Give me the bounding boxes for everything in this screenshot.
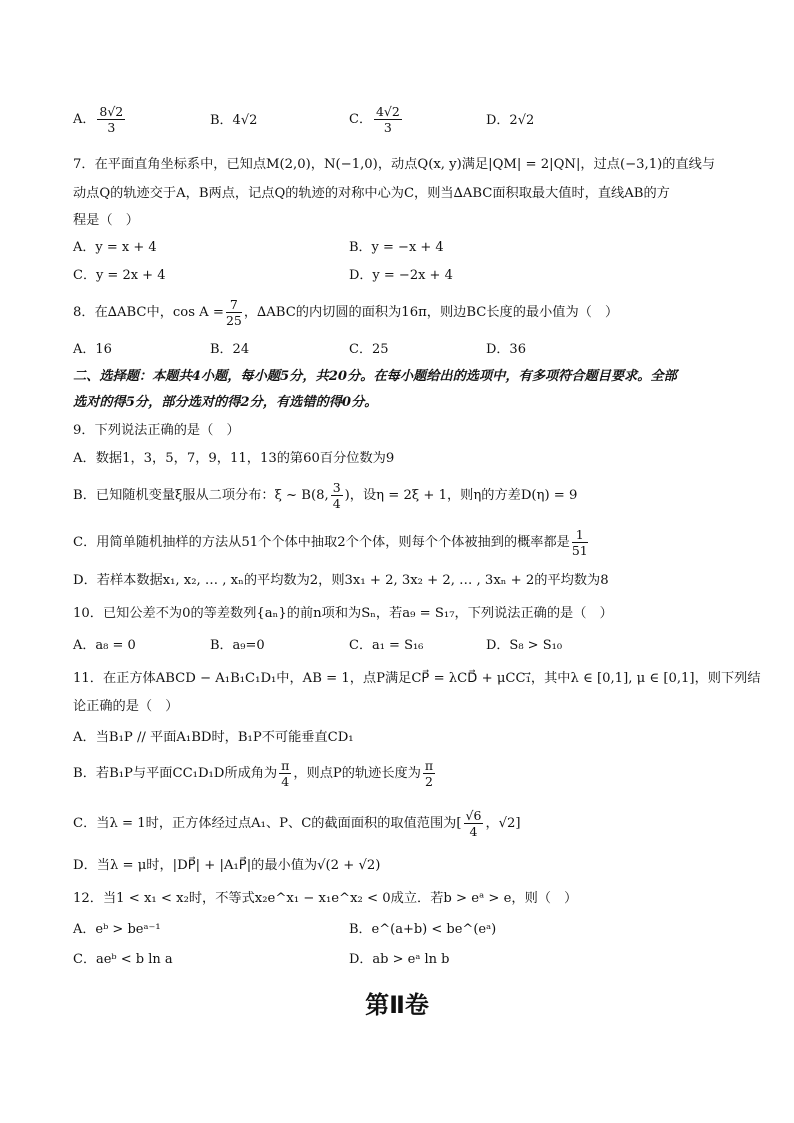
q11-option-b-prefix: B．若B₁P与平面CC₁D₁D所成角为 (73, 766, 278, 781)
q11-option-b-fraction-1 (279, 758, 291, 789)
q10-option-d: D．S₈ > S₁₀ (486, 638, 563, 653)
q10-option-a: A．a₈ = 0 (73, 638, 136, 653)
q11-stem-line-1: 11．在正方体ABCD − A₁B₁C₁D₁中，AB = 1，点P满足CP⃗ = λCD⃗ + μCC₁⃗，其中λ ∈ [0,1], μ ∈ [0,1]，则下列结 (73, 671, 761, 686)
q11-option-a: A．当B₁P // 平面A₁BD时，B₁P不可能垂直CD₁ (73, 730, 354, 745)
q10-option-c: C．a₁ = S₁₆ (349, 638, 424, 653)
q10-option-b: B．a₉=0 (210, 638, 265, 653)
q9-option-a: A．数据1，3，5，7，9，11，13的第60百分位数为9 (73, 451, 395, 466)
q11-option-b-fraction-2 (423, 758, 435, 789)
q11-option-c-numerator: √6 (465, 808, 482, 823)
q6-option-d: D．2√2 (486, 113, 535, 128)
q6-option-c-denominator: 3 (383, 120, 392, 135)
q9-stem: 9．下列说法正确的是（ ） (73, 423, 240, 438)
q11-option-d: D．当λ = μ时，|DP⃗| + |A₁P⃗|的最小值为√(2 + √2) (73, 858, 381, 873)
q8-option-d: D．36 (486, 342, 526, 357)
q11-option-c-suffix: ，√2] (485, 816, 521, 831)
q11-option-b-numerator-1: π (281, 758, 290, 773)
q11-option-b-middle: ，则点P的轨迹长度为 (293, 766, 421, 781)
q9-option-b-numerator: 3 (332, 480, 341, 495)
q9-option-c-prefix: C．用简单随机抽样的方法从51个个体中抽取2个个体，则每个个体被抽到的概率都是 (73, 535, 570, 550)
q12-option-b: B．e^(a+b) < be^(eᵃ) (349, 922, 497, 937)
q9-option-b (73, 480, 577, 511)
q7-option-a: A．y = x + 4 (73, 240, 157, 255)
q7-option-b: B．y = −x + 4 (349, 240, 444, 255)
q6-option-a (73, 104, 127, 135)
q11-option-b (73, 758, 437, 789)
q12-stem: 12．当1 < x₁ < x₂时，不等式x₂e^x₁ − x₁e^x₂ < 0成立．若b > eᵃ > e，则（ ） (73, 891, 578, 906)
q9-option-b-suffix: )，设η = 2ξ + 1，则η的方差D(η) = 9 (344, 488, 578, 503)
q7-stem-line-3: 程是（ ） (73, 213, 139, 228)
section-2-heading-line-2: 选对的得5分，部分选对的得2分，有选错的得0分。 (73, 395, 378, 410)
q9-option-b-prefix: B．已知随机变量ξ服从二项分布：ξ ~ B(8, (73, 488, 329, 503)
q8-option-a: A．16 (73, 342, 112, 357)
q12-option-d: D．ab > eᵃ ln b (349, 952, 450, 967)
q8-stem-prefix: 8．在∆ABC中，cos A = (73, 305, 224, 320)
q7-stem-line-1: 7．在平面直角坐标系中，已知点M(2,0)，N(−1,0)，动点Q(x, y)满足|QM| = 2|QN|，过点(−3,1)的直线与 (73, 157, 716, 172)
q9-option-c-fraction (572, 527, 588, 558)
q6-option-c-label: C． (349, 112, 372, 127)
q9-option-d: D．若样本数据x₁, x₂, … , xₙ的平均数为2，则3x₁ + 2, 3x₂ + 2, … , 3xₙ + 2的平均数为8 (73, 573, 609, 588)
q11-option-c (73, 808, 521, 839)
q11-option-c-denominator: 4 (469, 824, 478, 839)
section-2-heading-line-1: 二、选择题：本题共4小题，每小题5分，共20分。在每小题给出的选项中，有多项符合题目要求。全部 (73, 369, 677, 384)
q8-option-c: C．25 (349, 342, 389, 357)
q6-option-b: B．4√2 (210, 113, 258, 128)
q7-option-d: D．y = −2x + 4 (349, 268, 453, 283)
q8-fraction-denominator: 25 (225, 313, 242, 328)
q6-option-a-label: A． (73, 112, 96, 127)
q6-option-c-numerator: 4√2 (375, 104, 400, 119)
q9-option-b-denominator: 4 (332, 496, 341, 511)
q10-stem: 10．已知公差不为0的等差数列{aₙ}的前n项和为Sₙ，若a₉ = S₁₇，下列说法正确的是（ ） (73, 606, 613, 621)
q9-option-b-fraction (331, 480, 343, 511)
q7-option-c: C．y = 2x + 4 (73, 268, 166, 283)
q11-stem-line-2: 论正确的是（ ） (73, 699, 179, 714)
q8-fraction-numerator: 7 (226, 297, 242, 313)
q11-option-b-numerator-2: π (424, 758, 434, 773)
q11-option-c-fraction (464, 808, 484, 839)
q12-option-c: C．aeᵇ < b ln a (73, 952, 173, 967)
q6-option-a-fraction (97, 104, 125, 135)
q6-option-a-denominator: 3 (107, 120, 116, 135)
q8-stem-suffix: ，∆ABC的内切圆的面积为16π，则边BC长度的最小值为（ ） (243, 305, 619, 320)
q11-option-b-denominator-2: 2 (425, 774, 433, 789)
q11-option-b-denominator-1: 4 (281, 774, 290, 789)
q8-cos-fraction (226, 297, 242, 328)
q8-option-b: B．24 (210, 342, 250, 357)
q11-option-c-prefix: C．当λ = 1时，正方体经过点A₁、P、C的截面面积的取值范围为[ (73, 816, 462, 831)
part-2-title: 第Ⅱ卷 (365, 991, 429, 1019)
q12-option-a: A．eᵇ > beᵃ⁻¹ (73, 922, 161, 937)
q6-option-c (349, 104, 404, 135)
q6-option-c-fraction (374, 104, 402, 135)
q9-option-c-numerator: 1 (572, 527, 588, 543)
q9-option-c (73, 527, 590, 558)
q8-stem (73, 297, 618, 328)
q7-stem-line-2: 动点Q的轨迹交于A，B两点，记点Q的轨迹的对称中心为C，则当∆ABC面积取最大值时，直线AB的方 (73, 186, 670, 201)
q6-option-a-numerator: 8√2 (99, 104, 124, 119)
q9-option-c-denominator: 51 (571, 543, 588, 558)
